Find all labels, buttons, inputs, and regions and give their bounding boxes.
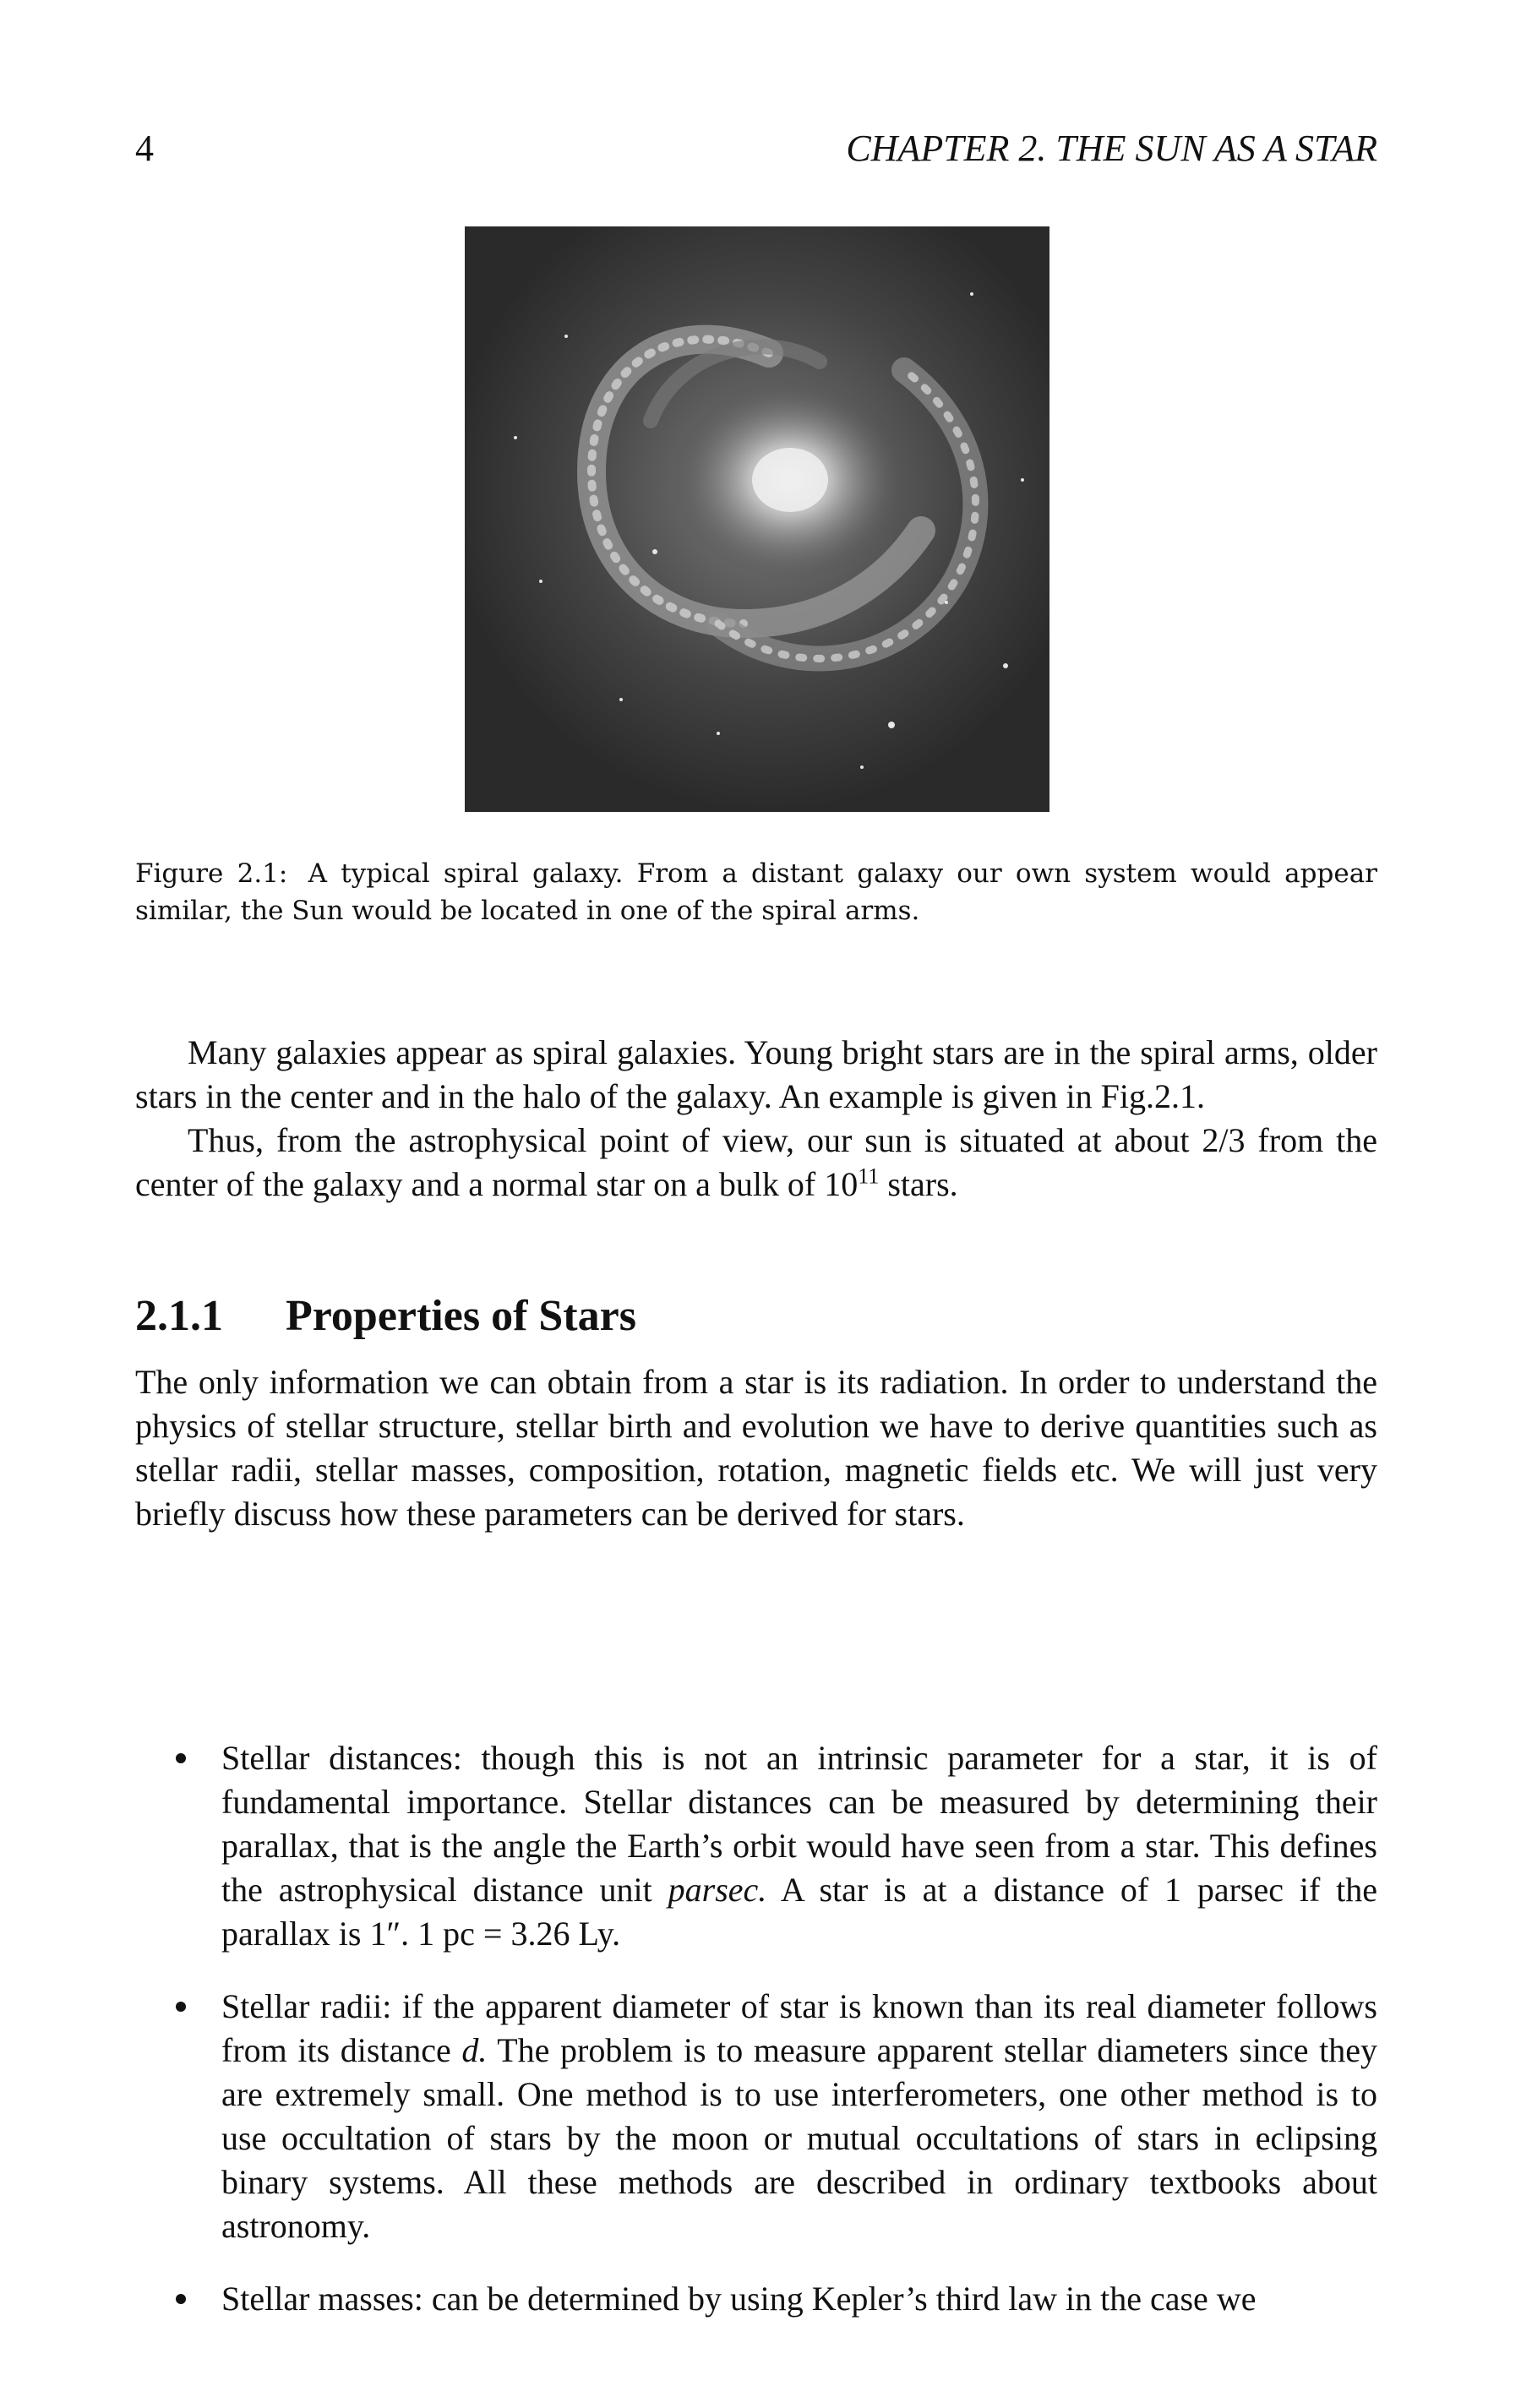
bullet-stellar-distances: Stellar distances: though this is not an intrinsic parameter for a star, it is of fundamental importance. Stellar distances can be measured by determining their parallax, that is the angle the Earth’s orbit would have seen from a star. This defines the astrophysical distance unit parsec. A star is at a distance of 1 parsec if the parallax is 1″. 1 pc = 3.26 Ly. (135, 1736, 1377, 1956)
running-head: CHAPTER 2. THE SUN AS A STAR (846, 128, 1377, 169)
intro-text (135, 1031, 1377, 1207)
bullet-list (135, 1736, 1377, 2350)
figure-caption (135, 855, 1377, 929)
figure-label: Figure 2.1: (135, 858, 288, 889)
bullet-icon (176, 2294, 186, 2304)
section-number: 2.1.1 (135, 1292, 223, 1340)
bullet-stellar-radii: Stellar radii: if the apparent diameter of star is known than its real diameter follows from its distance d. The problem is to measure apparent stellar diameters since they are extremely small. One method is to use interferometers, one other method is to use occultation of stars by the moon or mutual occultations of stars in eclipsing binary systems. All these methods are described in ordinary textbooks about astronomy. (135, 1985, 1377, 2248)
intro-paragraph-1: Many galaxies appear as spiral galaxies. Young bright stars are in the spiral arms, older stars in the center and in the halo of the galaxy. An example is given in Fig.2.1. (135, 1033, 1377, 1115)
bullet-stellar-masses: Stellar masses: can be determined by using Kepler’s third law in the case we (135, 2277, 1377, 2321)
section-title: Properties of Stars (286, 1292, 636, 1340)
figure-caption-text: A typical spiral galaxy. From a distant galaxy our own system would appear similar, the Sun would be located in one of the spiral arms. (135, 858, 1378, 926)
spiral-galaxy-image (465, 226, 1049, 812)
bullet-icon (176, 2002, 186, 2012)
page-header (135, 127, 1377, 177)
section-heading (135, 1291, 636, 1341)
section-intro (135, 1360, 1377, 1536)
page-number: 4 (135, 128, 154, 169)
section-intro-paragraph: The only information we can obtain from a star is its radiation. In order to understand the physics of stellar structure, stellar birth and evolution we have to derive quantities such as stellar radii, stellar masses, composition, rotation, magnetic fields etc. We will just very briefly discuss how these parameters can be derived for stars. (135, 1363, 1377, 1533)
exponent: 11 (858, 1163, 880, 1189)
bullet-icon (176, 1753, 186, 1763)
intro-paragraph-2: Thus, from the astrophysical point of view, our sun is situated at about 2/3 from the center of the galaxy and a normal star on a bulk of $10^{11}$ stars. (135, 1121, 1377, 1203)
